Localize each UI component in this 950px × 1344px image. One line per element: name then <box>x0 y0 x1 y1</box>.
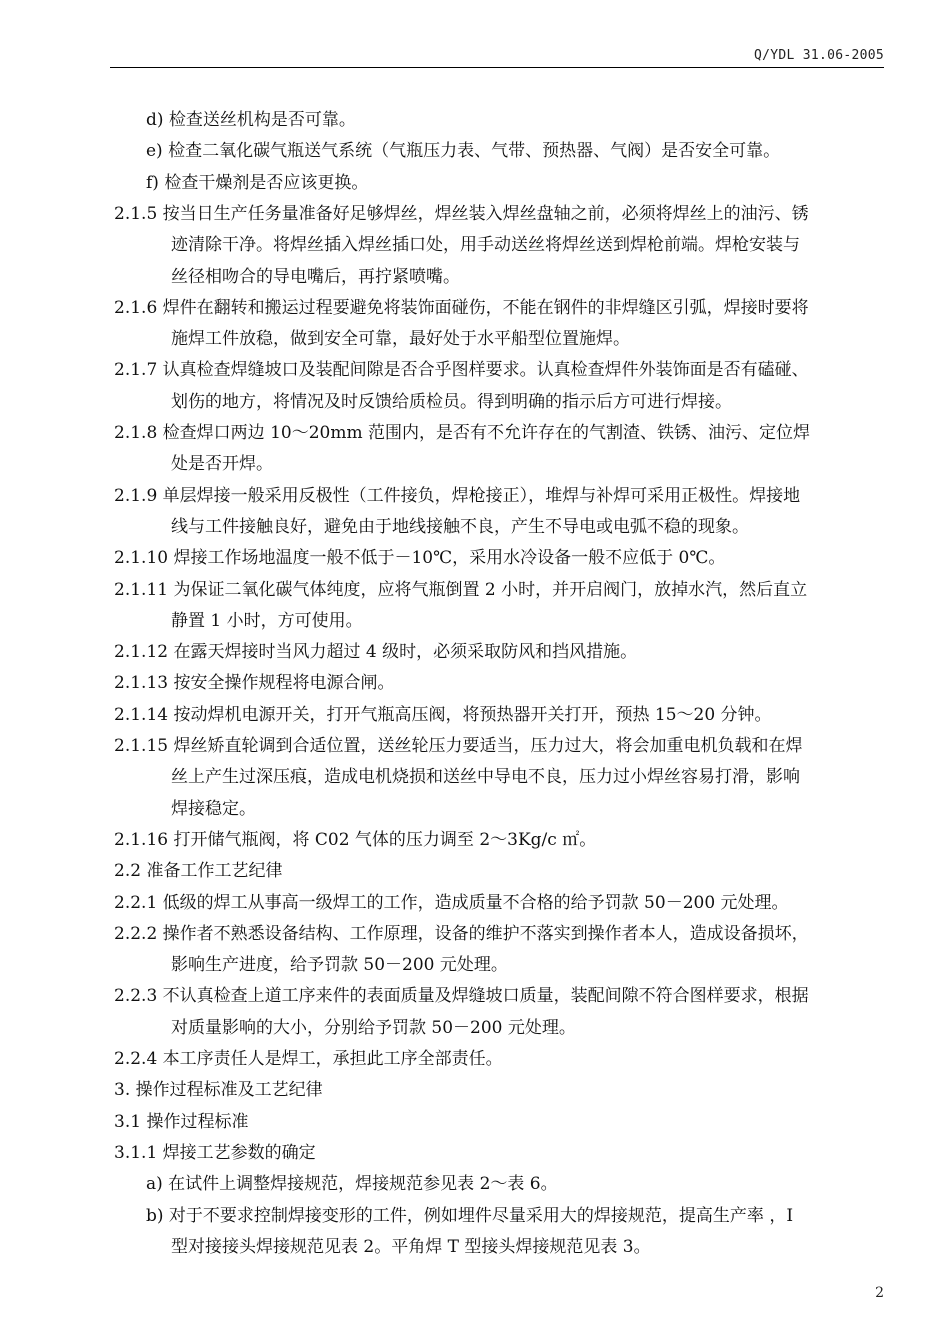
paragraph-continuation-line: 处是否开焊。 <box>171 454 273 474</box>
paragraph-line: b) 对于不要求控制焊接变形的工件，例如埋件尽量采用大的焊接规范，提高生产率 ，I <box>146 1206 794 1226</box>
paragraph-continuation-line: 丝径相吻合的导电嘴后，再拧紧喷嘴。 <box>171 267 460 287</box>
paragraph-continuation-line: 施焊工件放稳，做到安全可靠，最好处于水平船型位置施焊。 <box>171 329 630 349</box>
paragraph-line: 2.1.9 单层焊接一般采用反极性（工件接负，焊枪接正），堆焊与补焊可采用正极性。焊接地 <box>114 486 801 506</box>
paragraph-continuation-line: 静置 1 小时，方可使用。 <box>171 611 363 631</box>
paragraph-line: 2.1.10 焊接工作场地温度一般不低于－10℃，采用水冷设备一般不应低于 0℃。 <box>114 548 726 568</box>
paragraph-continuation-line: 丝上产生过深压痕，造成电机烧损和送丝中导电不良，压力过小焊丝容易打滑，影响 <box>171 767 800 787</box>
paragraph-line: 2.1.8 检查焊口两边 10～20mm 范围内，是否有不允许存在的气割渣、铁锈、油污、定位焊 <box>114 423 810 443</box>
paragraph-line: 3.1 操作过程标准 <box>114 1112 249 1132</box>
paragraph-line: 2.1.7 认真检查焊缝坡口及装配间隙是否合乎图样要求。认真检查焊件外装饰面是否有磕碰、 <box>114 360 809 380</box>
paragraph-line: 2.1.16 打开储气瓶阀，将 C02 气体的压力调至 2～3Kg/c ㎡。 <box>114 830 597 850</box>
paragraph-line: 3.1.1 焊接工艺参数的确定 <box>114 1143 316 1163</box>
paragraph-continuation-line: 线与工件接触良好，避免由于地线接触不良，产生不导电或电弧不稳的现象。 <box>171 517 749 537</box>
paragraph-line: 2.1.6 焊件在翻转和搬运过程要避免将装饰面碰伤，不能在钢件的非焊缝区引弧，焊接时要将 <box>114 298 809 318</box>
paragraph-line: 2.2 准备工作工艺纪律 <box>114 861 283 881</box>
paragraph-line: 3. 操作过程标准及工艺纪律 <box>114 1080 323 1100</box>
paragraph-line: 2.1.12 在露天焊接时当风力超过 4 级时，必须采取防风和挡风措施。 <box>114 642 638 662</box>
paragraph-line: f) 检查干燥剂是否应该更换。 <box>146 173 369 193</box>
paragraph-line: a) 在试件上调整焊接规范，焊接规范参见表 2～表 6。 <box>146 1174 558 1194</box>
paragraph-line: e) 检查二氧化碳气瓶送气系统（气瓶压力表、气带、预热器、气阀）是否安全可靠。 <box>146 141 781 161</box>
paragraph-line: 2.1.15 焊丝矫直轮调到合适位置，送丝轮压力要适当，压力过大，将会加重电机负载和在焊 <box>114 736 803 756</box>
paragraph-line: 2.2.3 不认真检查上道工序来件的表面质量及焊缝坡口质量，装配间隙不符合图样要求，根据 <box>114 986 809 1006</box>
paragraph-line: 2.1.11 为保证二氧化碳气体纯度，应将气瓶倒置 2 小时，并开启阀门，放掉水汽，然后直立 <box>114 580 808 600</box>
paragraph-line: 2.1.5 按当日生产任务量准备好足够焊丝，焊丝装入焊丝盘轴之前，必须将焊丝上的油污、锈 <box>114 204 809 224</box>
paragraph-continuation-line: 焊接稳定。 <box>171 799 256 819</box>
paragraph-continuation-line: 型对接接头焊接规范见表 2。平角焊 T 型接头焊接规范见表 3。 <box>171 1237 651 1257</box>
paragraph-line: 2.1.14 按动焊机电源开关，打开气瓶高压阀，将预热器开关打开，预热 15～20 分钟。 <box>114 705 772 725</box>
paragraph-continuation-line: 影响生产进度，给予罚款 50－200 元处理。 <box>171 955 508 975</box>
paragraph-line: 2.1.13 按安全操作规程将电源合闸。 <box>114 673 395 693</box>
header-rule <box>110 67 884 68</box>
paragraph-line: 2.2.4 本工序责任人是焊工，承担此工序全部责任。 <box>114 1049 503 1069</box>
paragraph-line: 2.2.1 低级的焊工从事高一级焊工的工作，造成质量不合格的给予罚款 50－200 元处理。 <box>114 893 789 913</box>
paragraph-continuation-line: 划伤的地方，将情况及时反馈给质检员。得到明确的指示后方可进行焊接。 <box>171 392 732 412</box>
header-doc-code: Q/YDL 31.06-2005 <box>753 48 884 63</box>
page-number: 2 <box>875 1285 884 1301</box>
paragraph-continuation-line: 对质量影响的大小，分别给予罚款 50－200 元处理。 <box>171 1018 576 1038</box>
paragraph-continuation-line: 迹清除干净。将焊丝插入焊丝插口处，用手动送丝将焊丝送到焊枪前端。焊枪安装与 <box>171 235 800 255</box>
paragraph-line: 2.2.2 操作者不熟悉设备结构、工作原理，设备的维护不落实到操作者本人，造成设备损坏， <box>114 924 809 944</box>
paragraph-line: d) 检查送丝机构是否可靠。 <box>146 110 356 130</box>
